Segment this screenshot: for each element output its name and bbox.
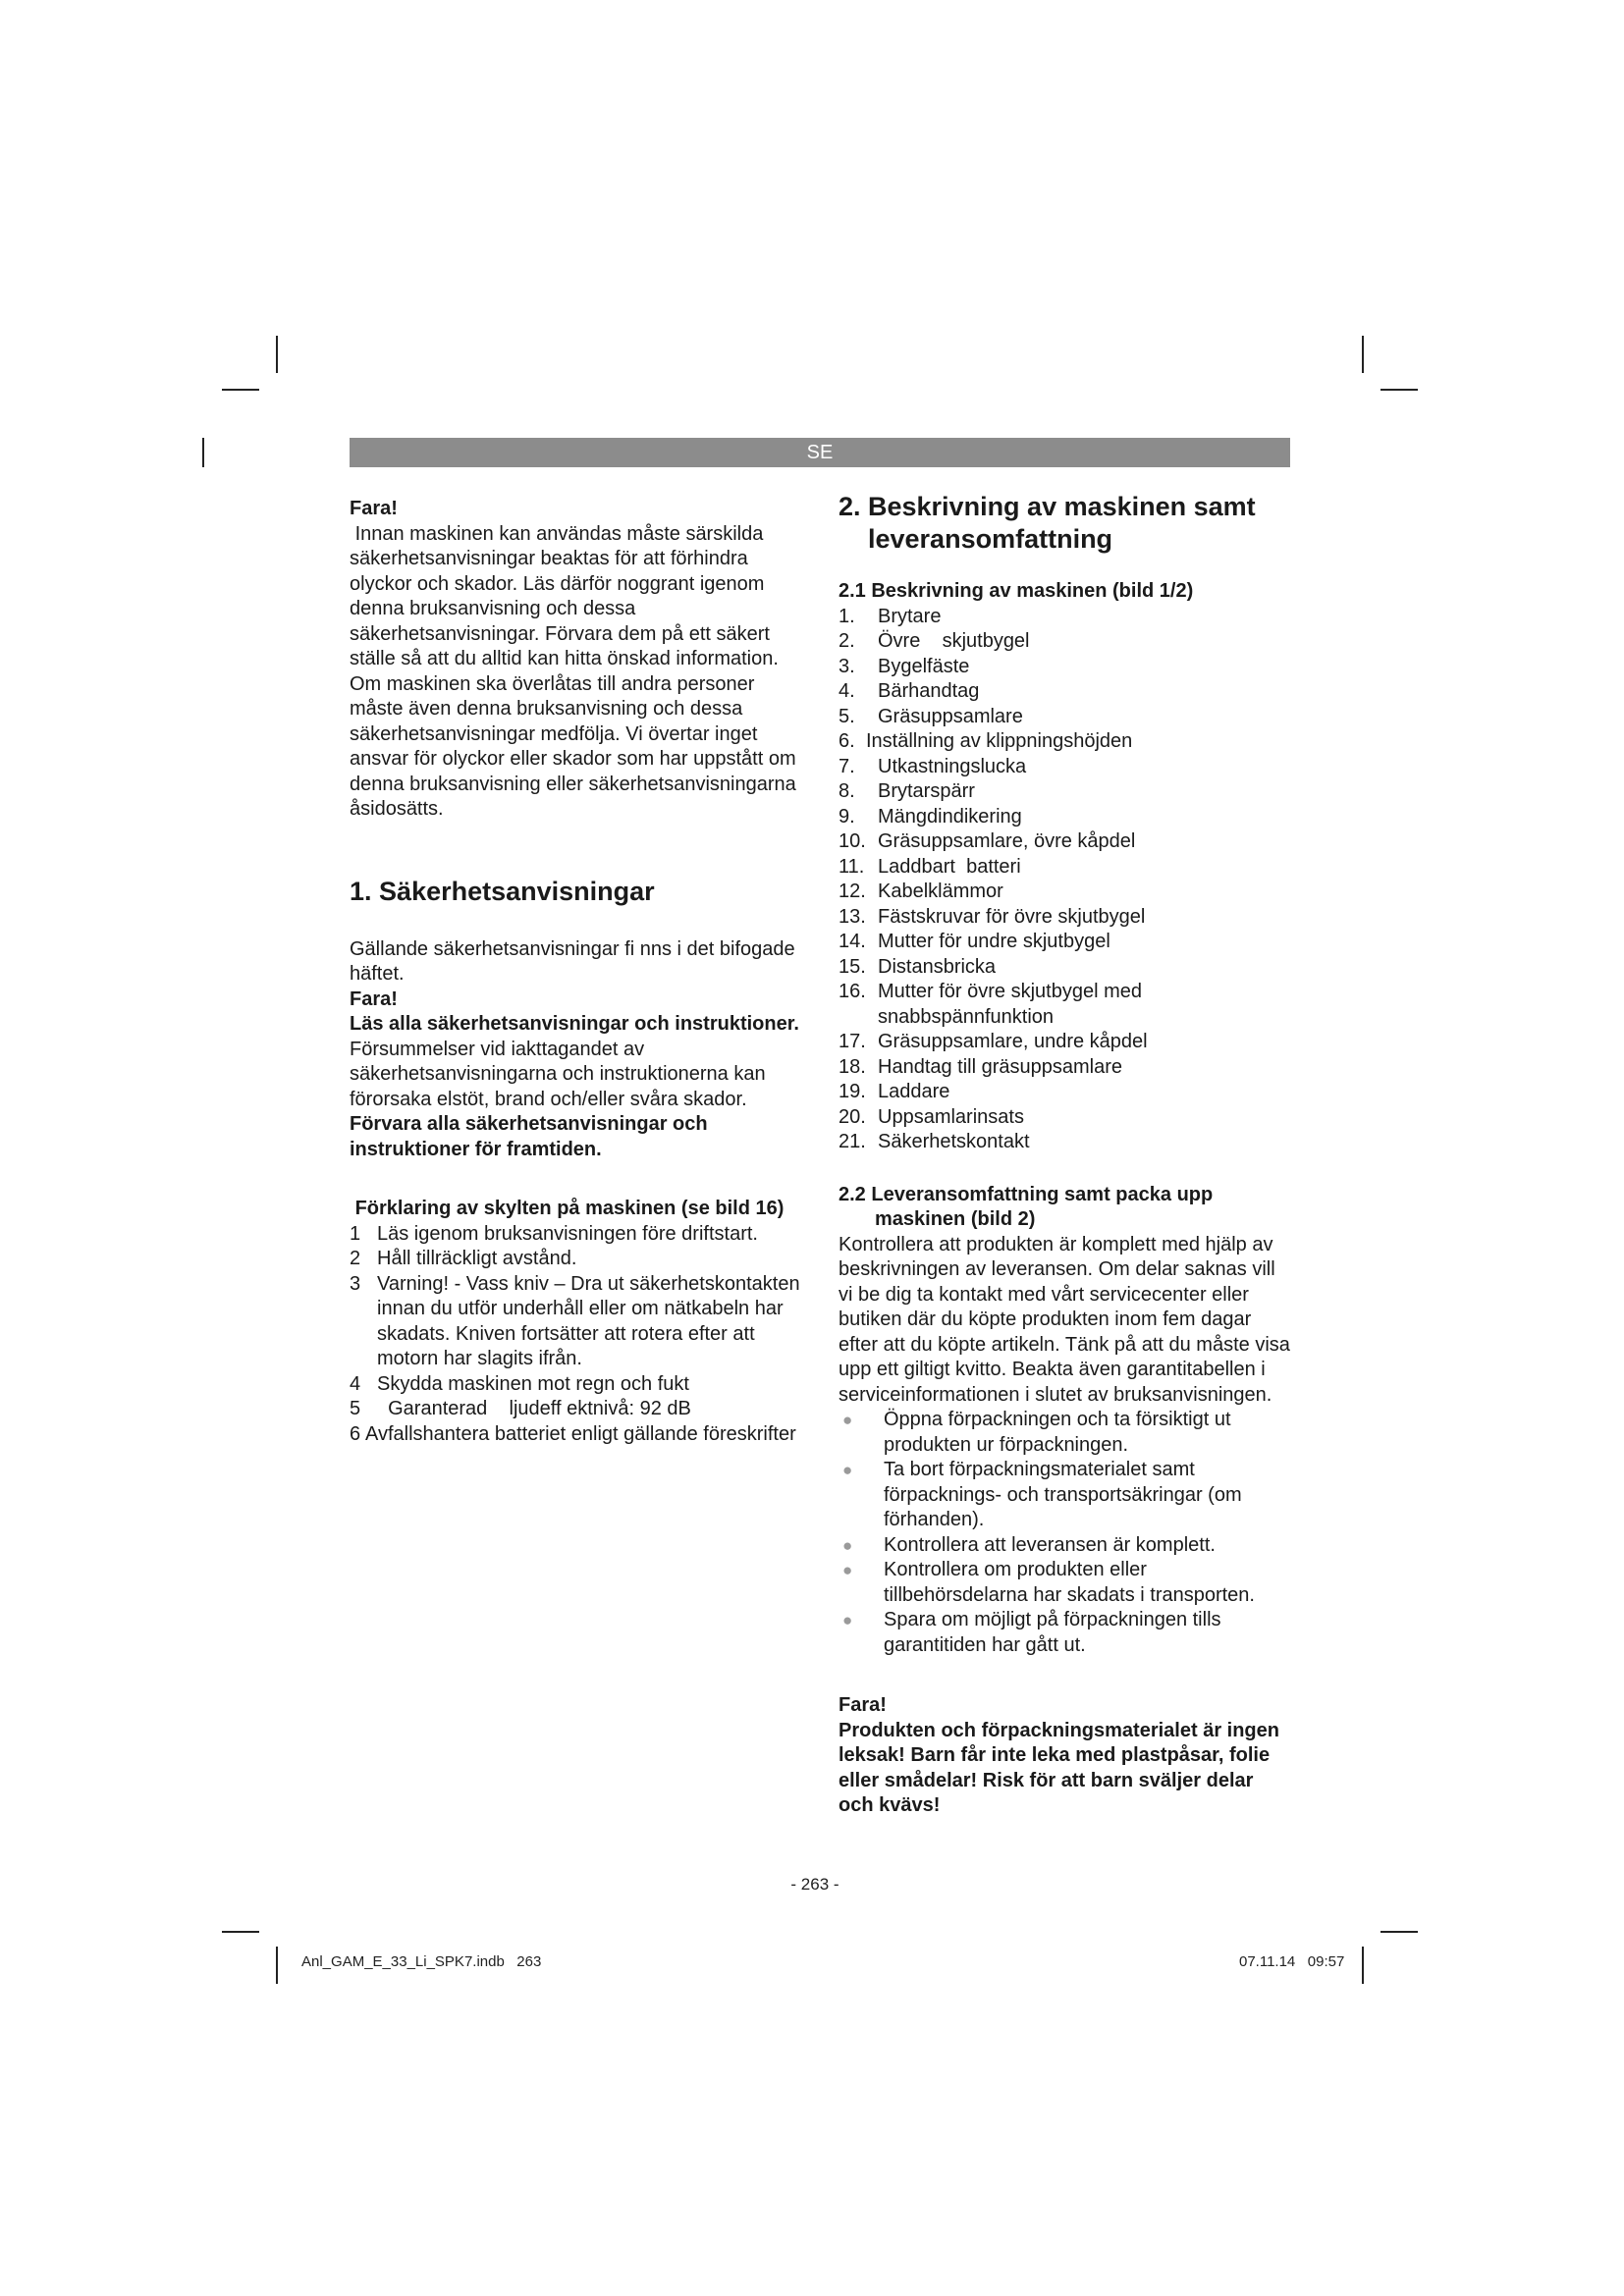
- crop-mark: [222, 1931, 259, 1933]
- part-text: Gräsuppsamlare, undre kåpdel: [878, 1031, 1148, 1052]
- part-text: Gräsuppsamlare: [878, 705, 1023, 727]
- list-item: [839, 1105, 1292, 1131]
- subsection-2-2-heading: 2.2 Leveransomfattning samt packa upp maskinen (bild 2): [839, 1183, 1214, 1230]
- list-item: [839, 805, 1292, 830]
- sign-item-number: 2: [350, 1248, 361, 1269]
- part-number: 6.: [839, 730, 855, 752]
- right-column: [839, 491, 1292, 1819]
- part-number: 20.: [839, 1105, 866, 1128]
- parts-list: [839, 605, 1292, 1155]
- list-item: [839, 655, 1292, 680]
- list-item: [839, 1558, 1292, 1608]
- section-1-paragraph: Gällande säkerhetsanvisningar fi nns i det bifogade häftet.: [350, 937, 795, 985]
- list-item: [839, 1608, 1292, 1658]
- list-item: [839, 1458, 1292, 1533]
- warning-bold-1: Läs alla säkerhetsanvisningar och instruktioner.: [350, 1013, 799, 1035]
- part-text: Brytare: [878, 605, 942, 627]
- list-item: [839, 629, 1292, 655]
- list-item: [839, 1080, 1292, 1105]
- danger-heading: Fara!: [350, 498, 398, 519]
- part-number: 13.: [839, 905, 866, 928]
- part-number: 9.: [839, 805, 855, 828]
- list-item: [839, 705, 1292, 730]
- part-text: Uppsamlarinsats: [878, 1105, 1024, 1128]
- bullet-icon: ●: [842, 1461, 853, 1479]
- sign-item-number: 5: [350, 1398, 361, 1419]
- language-header-bar: [350, 438, 1290, 467]
- section-1-heading: [350, 876, 803, 908]
- bullet-text: Spara om möjligt på förpackningen tills garantitiden har gått ut.: [884, 1609, 1221, 1656]
- section-1-number: 1.: [350, 876, 372, 906]
- part-text: Gräsuppsamlare, övre kåpdel: [878, 830, 1136, 852]
- list-item: [839, 779, 1292, 805]
- sign-item-text: Håll tillräckligt avstånd.: [377, 1248, 577, 1269]
- list-item: [839, 1408, 1292, 1458]
- sign-item-text: Avfallshantera batteriet enligt gällande föreskrifter: [365, 1422, 796, 1445]
- list-item: [839, 1055, 1292, 1081]
- part-number: 7.: [839, 755, 855, 777]
- part-number: 18.: [839, 1055, 866, 1078]
- warning-normal: Försummelser vid iakttagandet av säkerhetsanvisningarna och instruktionerna kan förorsaka elstöt, brand och/eller svåra skador.: [350, 1013, 805, 1110]
- sign-explanation-heading: Förklaring av skylten på maskinen (se bild 16): [350, 1198, 785, 1219]
- sign-item: [350, 1222, 803, 1248]
- crop-mark: [1380, 1931, 1418, 1933]
- list-item: [839, 1533, 1292, 1559]
- sign-item-text: Läs igenom bruksanvisningen före driftstart.: [377, 1222, 758, 1245]
- bullet-icon: ●: [842, 1561, 853, 1579]
- subsection-2-1-heading: 2.1 Beskrivning av maskinen (bild 1/2): [839, 580, 1194, 602]
- list-item: [839, 1130, 1292, 1155]
- part-text: Säkerhetskontakt: [878, 1131, 1030, 1152]
- child-safety-warning: Produkten och förpackningsmaterialet är ingen leksak! Barn får inte leka med plastpåsar, folie eller smådelar! Risk för att barn sväljer delar och kvävs!: [839, 1719, 1279, 1816]
- part-text: Mutter för övre skjutbygel med snabbspännfunktion: [878, 981, 1142, 1028]
- list-item: [839, 930, 1292, 955]
- part-text: Fästskruvar för övre skjutbygel: [878, 905, 1146, 928]
- crop-mark: [1362, 1947, 1364, 1984]
- bullet-icon: ●: [842, 1411, 853, 1429]
- crop-mark: [276, 336, 278, 373]
- part-number: 14.: [839, 931, 866, 952]
- unpacking-steps-list: [839, 1408, 1292, 1658]
- part-number: 12.: [839, 881, 866, 902]
- part-number: 3.: [839, 655, 855, 677]
- sign-item-text: Garanterad ljudeff ektnivå: 92 dB: [377, 1398, 691, 1419]
- sign-item-number: 1: [350, 1222, 361, 1245]
- crop-mark: [276, 1947, 278, 1984]
- warning-paragraph: [350, 1012, 803, 1162]
- part-text: Utkastningslucka: [878, 755, 1027, 777]
- sign-item: [350, 1422, 803, 1448]
- list-item: [839, 905, 1292, 931]
- part-text: Distansbricka: [878, 955, 997, 978]
- crop-mark: [1380, 389, 1418, 391]
- list-item: [839, 955, 1292, 981]
- section-1-title: Säkerhetsanvisningar: [379, 876, 655, 906]
- sign-item-number: 3: [350, 1272, 361, 1295]
- list-item: [839, 855, 1292, 881]
- danger-heading-3: Fara!: [839, 1694, 887, 1716]
- sign-item: [350, 1397, 803, 1422]
- sign-item-number: 4: [350, 1372, 361, 1395]
- list-item: [839, 880, 1292, 905]
- part-number: 8.: [839, 780, 855, 802]
- danger-paragraph: Innan maskinen kan användas måste särskilda säkerhetsanvisningar beaktas för att förhindra olyckor och skador. Läs därför noggrant igenom denna bruksanvisning och dessa säkerhetsanvisningar. Förvara dem på ett säkert ställe så att du alltid kan hitta önskad information. Om maskinen ska överlåtas till andra personer måste även denna bruksanvisning och dessa säkerhetsanvisningar medfölja. Vi övertar inget ansvar för olyckor eller skador som har uppstått om denna bruksanvisning eller säkerhetsanvisningarna åsidosätts.: [350, 522, 802, 820]
- part-number: 11.: [839, 855, 865, 878]
- part-text: Bärhandtag: [878, 680, 980, 702]
- section-2-heading: [839, 491, 1292, 556]
- part-text: Handtag till gräsuppsamlare: [878, 1055, 1123, 1078]
- part-number: 2.: [839, 630, 855, 652]
- sign-item-text: Skydda maskinen mot regn och fukt: [377, 1372, 689, 1395]
- part-text: Brytarspärr: [878, 780, 975, 802]
- part-number: 16.: [839, 981, 866, 1002]
- part-number: 10.: [839, 830, 866, 852]
- print-date: 07.11.14 09:57: [1239, 1953, 1345, 1970]
- sign-item-number: 6: [350, 1422, 361, 1445]
- list-item: [839, 679, 1292, 705]
- part-text: Laddbart batteri: [878, 855, 1021, 878]
- part-number: 5.: [839, 705, 855, 727]
- part-text: Inställning av klippningshöjden: [866, 730, 1133, 752]
- section-2-number: 2.: [839, 492, 861, 521]
- bullet-icon: ●: [842, 1611, 853, 1629]
- list-item: [839, 1030, 1292, 1055]
- sign-item: [350, 1372, 803, 1398]
- section-2-title: Beskrivning av maskinen samt leveransomfattning: [868, 492, 1256, 554]
- part-text: Laddare: [878, 1081, 950, 1102]
- crop-mark: [202, 438, 204, 467]
- list-item: [839, 729, 1292, 755]
- crop-mark: [1362, 336, 1364, 373]
- part-number: 4.: [839, 680, 855, 702]
- subsection-2-2-paragraph: Kontrollera att produkten är komplett med hjälp av beskrivningen av leveransen. Om delar saknas vill vi be dig ta kontakt med vårt servicecenter eller butiken där du köpte produkten inom fem dagar efter att du köpte artikeln. Tänk på att du måste visa upp ett giltigt kvitto. Beakta även garantitabellen i serviceinformationen i slutet av bruksanvisningen.: [839, 1233, 1290, 1406]
- left-column: [350, 497, 803, 1447]
- bullet-text: Öppna förpackningen och ta försiktigt ut produkten ur förpackningen.: [884, 1409, 1231, 1456]
- part-number: 1.: [839, 605, 855, 627]
- language-code: SE: [806, 442, 834, 463]
- bullet-icon: ●: [842, 1535, 853, 1555]
- crop-mark: [222, 389, 259, 391]
- list-item: [839, 980, 1292, 1030]
- part-number: 17.: [839, 1031, 866, 1052]
- part-number: 15.: [839, 955, 866, 978]
- danger-heading-2: Fara!: [350, 988, 398, 1010]
- part-number: 19.: [839, 1081, 866, 1102]
- bullet-text: Ta bort förpackningsmaterialet samt förpacknings- och transportsäkringar (om förhanden).: [884, 1459, 1242, 1530]
- part-text: Mutter för undre skjutbygel: [878, 931, 1110, 952]
- page-number: - 263 -: [790, 1875, 839, 1894]
- part-text: Övre skjutbygel: [878, 630, 1030, 652]
- file-name: Anl_GAM_E_33_Li_SPK7.indb 263: [301, 1953, 542, 1970]
- bullet-text: Kontrollera om produkten eller tillbehörsdelarna har skadats i transporten.: [884, 1559, 1255, 1606]
- warning-bold-2: Förvara alla säkerhetsanvisningar och instruktioner för framtiden.: [350, 1113, 708, 1160]
- sign-list: [350, 1222, 803, 1448]
- part-text: Mängdindikering: [878, 805, 1022, 828]
- list-item: [839, 605, 1292, 630]
- list-item: [839, 829, 1292, 855]
- bullet-text: Kontrollera att leveransen är komplett.: [884, 1533, 1216, 1556]
- sign-item-text: Varning! - Vass kniv – Dra ut säkerhetskontakten innan du utför underhåll eller om nätkabeln har skadats. Kniven fortsätter att rotera efter att motorn har slagits ifrån.: [377, 1272, 800, 1369]
- part-number: 21.: [839, 1131, 866, 1152]
- sign-item: [350, 1272, 803, 1372]
- part-text: Kabelklämmor: [878, 881, 1003, 902]
- sign-item: [350, 1247, 803, 1272]
- list-item: [839, 755, 1292, 780]
- part-text: Bygelfäste: [878, 655, 970, 677]
